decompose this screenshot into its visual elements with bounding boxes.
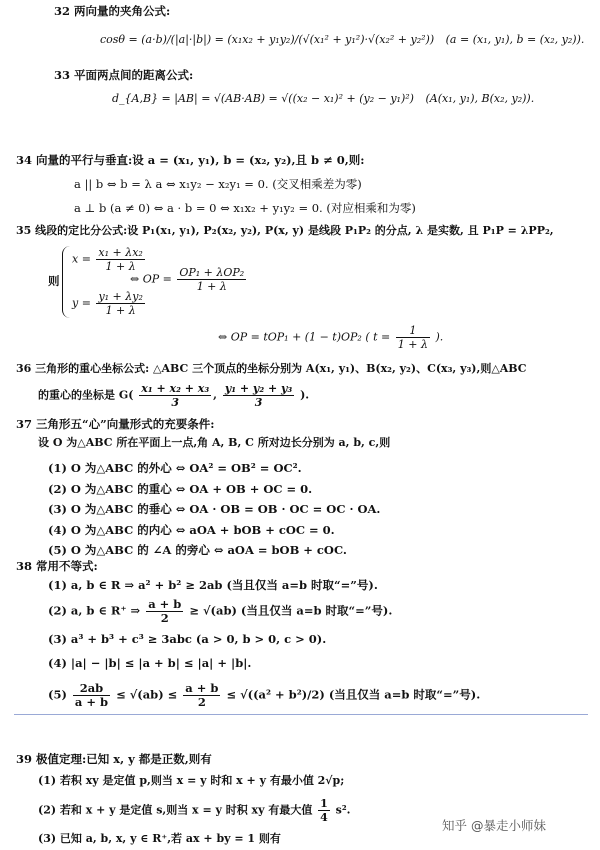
then-label: 则 bbox=[48, 274, 60, 288]
parallel-condition: a || b ⇔ b = λ a ⇔ x₁y₂ − x₂y₁ = 0. (交叉相乘差为零) bbox=[74, 177, 362, 191]
ineq5-note: (当且仅当 a=b 时取“=”号). bbox=[328, 687, 481, 702]
ineq5-f1-numerator: 2ab bbox=[73, 682, 110, 696]
ineq5-f1-denominator: a + b bbox=[74, 695, 109, 709]
ineq2-fraction bbox=[146, 598, 183, 625]
x-numerator: x₁ + λx₂ bbox=[98, 246, 143, 259]
alt-end: ). bbox=[435, 330, 444, 344]
extremum-1: (1) 若积 xy 是定值 p,则当 x = y 时和 x + y 有最小值 2√p; bbox=[38, 774, 345, 787]
t-fraction bbox=[396, 324, 430, 351]
ext2-end: s². bbox=[335, 803, 351, 817]
inequality-4: (4) |a| − |b| ≤ |a + b| ≤ |a| + |b|. bbox=[48, 656, 252, 670]
y-numerator: y₁ + λy₂ bbox=[98, 290, 143, 303]
ineq5-f2-numerator: a + b bbox=[185, 681, 219, 695]
section-34-heading: 34 向量的平行与垂直:设 a = (x₁, y₁), b = (x₂, y₂),且 b ≠ 0,则: bbox=[16, 153, 365, 167]
gy-numerator: y₁ + y₂ + y₃ bbox=[224, 382, 293, 395]
inequality-5 bbox=[48, 682, 480, 709]
ext2-fraction bbox=[318, 797, 330, 824]
ineq5-fraction-2 bbox=[183, 682, 220, 709]
section-number: 33 bbox=[54, 68, 71, 82]
t-numerator: 1 bbox=[396, 324, 430, 338]
circumcenter-item: (1) O 为△ABC 的外心 ⇔ OA² = OB² = OC². bbox=[48, 461, 302, 475]
formula-text: d_{A,B} = |AB| = √(AB·AB) = √((x₂ − x₁)² + (y₂ − y₁)²) bbox=[112, 92, 414, 105]
centroid-lhs: 的重心的坐标是 G( bbox=[38, 388, 134, 402]
section-33-formula bbox=[112, 92, 534, 106]
section-33-heading bbox=[54, 68, 193, 82]
op-vector-formula bbox=[130, 266, 248, 293]
watermark: 知乎 @暴走小师妹 bbox=[442, 818, 546, 833]
ineq2-lhs: (2) a, b ∈ R⁺ ⇒ bbox=[48, 603, 141, 618]
gy-fraction bbox=[223, 382, 294, 409]
section-37-intro: 设 O 为△ABC 所在平面上一点,角 A, B, C 所对边长分别为 a, b, c,则 bbox=[38, 436, 391, 449]
section-32-formula bbox=[100, 33, 584, 47]
op-lhs: ⇔ OP = bbox=[130, 272, 172, 286]
t-denominator: 1 + λ bbox=[397, 338, 428, 351]
x-lhs: x = bbox=[72, 252, 91, 266]
extremum-3: (3) 已知 a, b, x, y ∈ R⁺,若 ax + by = 1 则有 bbox=[38, 832, 281, 845]
ineq2-rhs: ≥ √(ab) (当且仅当 a=b 时取“=”号). bbox=[189, 603, 393, 618]
section-39-heading: 39 极值定理:已知 x, y 都是正数,则有 bbox=[16, 752, 212, 766]
perpendicular-condition: a ⊥ b (a ≠ 0) ⇔ a · b = 0 ⇔ x₁x₂ + y₁y₂ = 0. (对应相乘和为零) bbox=[74, 201, 416, 215]
section-title: 平面两点间的距离公式: bbox=[74, 68, 194, 82]
inequality-1: (1) a, b ∈ R ⇒ a² + b² ≥ 2ab (当且仅当 a=b 时取“=”号). bbox=[48, 578, 378, 592]
extremum-2 bbox=[38, 797, 351, 824]
alt-lhs: ⇔ OP = tOP₁ + (1 − t)OP₂ ( t = bbox=[218, 330, 391, 344]
y-ratio-formula bbox=[72, 290, 147, 317]
inequality-2 bbox=[48, 598, 392, 625]
ineq5-label: (5) bbox=[48, 687, 67, 702]
section-37-heading: 37 三角形五“心”向量形式的充要条件: bbox=[16, 417, 215, 431]
centroid-item: (2) O 为△ABC 的重心 ⇔ OA + OB + OC = 0. bbox=[48, 482, 313, 496]
op-fraction bbox=[177, 266, 246, 293]
gx-numerator: x₁ + x₂ + x₃ bbox=[141, 382, 210, 395]
op-alt-formula bbox=[218, 324, 443, 351]
centroid-end: ). bbox=[300, 388, 310, 402]
gx-fraction bbox=[139, 382, 211, 409]
op-numerator: OP₁ + λOP₂ bbox=[179, 266, 245, 279]
system-brace bbox=[62, 246, 71, 318]
y-denominator: 1 + λ bbox=[105, 304, 136, 317]
formula-text: cosθ = (a·b)/(|a|·|b|) = (x₁x₂ + y₁y₂)/(√(x₁² + y₁²)·√(x₂² + y₂²)) bbox=[100, 33, 435, 46]
section-38-heading: 38 常用不等式: bbox=[16, 559, 98, 573]
page-divider bbox=[14, 714, 588, 715]
ext2-denominator: 4 bbox=[320, 811, 328, 824]
y-fraction bbox=[96, 290, 144, 317]
section-number: 32 bbox=[54, 4, 71, 18]
ineq5-middle: ≤ √(ab) ≤ bbox=[116, 687, 178, 702]
ineq5-fraction-1 bbox=[73, 682, 110, 709]
ext2-text: (2) 若和 x + y 是定值 s,则当 x = y 时积 xy 有最大值 bbox=[38, 803, 313, 817]
op-denominator: 1 + λ bbox=[196, 280, 227, 293]
ineq2-numerator: a + b bbox=[148, 597, 182, 611]
centroid-formula: 的重心的坐标是 G( $\frac{\text{x₁ + x₂ + x₃}}{3}$ , $\frac{\text{y₁ + y₂ + y₃}}{3}$ ). bbox=[38, 382, 310, 409]
ineq2-denominator: 2 bbox=[160, 611, 169, 625]
section-title: 两向量的夹角公式: bbox=[74, 4, 171, 18]
ineq5-radical: ≤ √((a² + b²)/2) bbox=[226, 687, 325, 702]
excenter-item: (5) O 为△ABC 的 ∠A 的旁心 ⇔ aOA = bOB + cOC. bbox=[48, 543, 347, 557]
section-36-heading: 36 三角形的重心坐标公式: △ABC 三个顶点的坐标分别为 A(x₁, y₁)、B(x₂, y₂)、C(x₃, y₃),则△ABC bbox=[16, 362, 527, 375]
orthocenter-item: (3) O 为△ABC 的垂心 ⇔ OA · OB = OB · OC = OC · OA. bbox=[48, 502, 381, 516]
ext2-numerator: 1 bbox=[320, 797, 328, 810]
y-lhs: y = bbox=[72, 296, 91, 310]
inequality-3: (3) a³ + b³ + c³ ≥ 3abc (a > 0, b > 0, c > 0). bbox=[48, 632, 327, 646]
incenter-item: (4) O 为△ABC 的内心 ⇔ aOA + bOB + cOC = 0. bbox=[48, 523, 335, 537]
section-32-heading bbox=[54, 4, 170, 18]
x-denominator: 1 + λ bbox=[105, 260, 136, 273]
section-35-heading: 35 线段的定比分公式:设 P₁(x₁, y₁), P₂(x₂, y₂), P(x, y) 是线段 P₁P₂ 的分点, λ 是实数, 且 P₁P = λPP₂, bbox=[16, 224, 554, 237]
formula-condition: (A(x₁, y₁), B(x₂, y₂)). bbox=[425, 92, 535, 105]
gy-denominator: 3 bbox=[254, 396, 263, 409]
formula-condition: (a = (x₁, y₁), b = (x₂, y₂)). bbox=[445, 33, 585, 46]
gx-denominator: 3 bbox=[171, 396, 180, 409]
ineq5-f2-denominator: 2 bbox=[197, 695, 206, 709]
